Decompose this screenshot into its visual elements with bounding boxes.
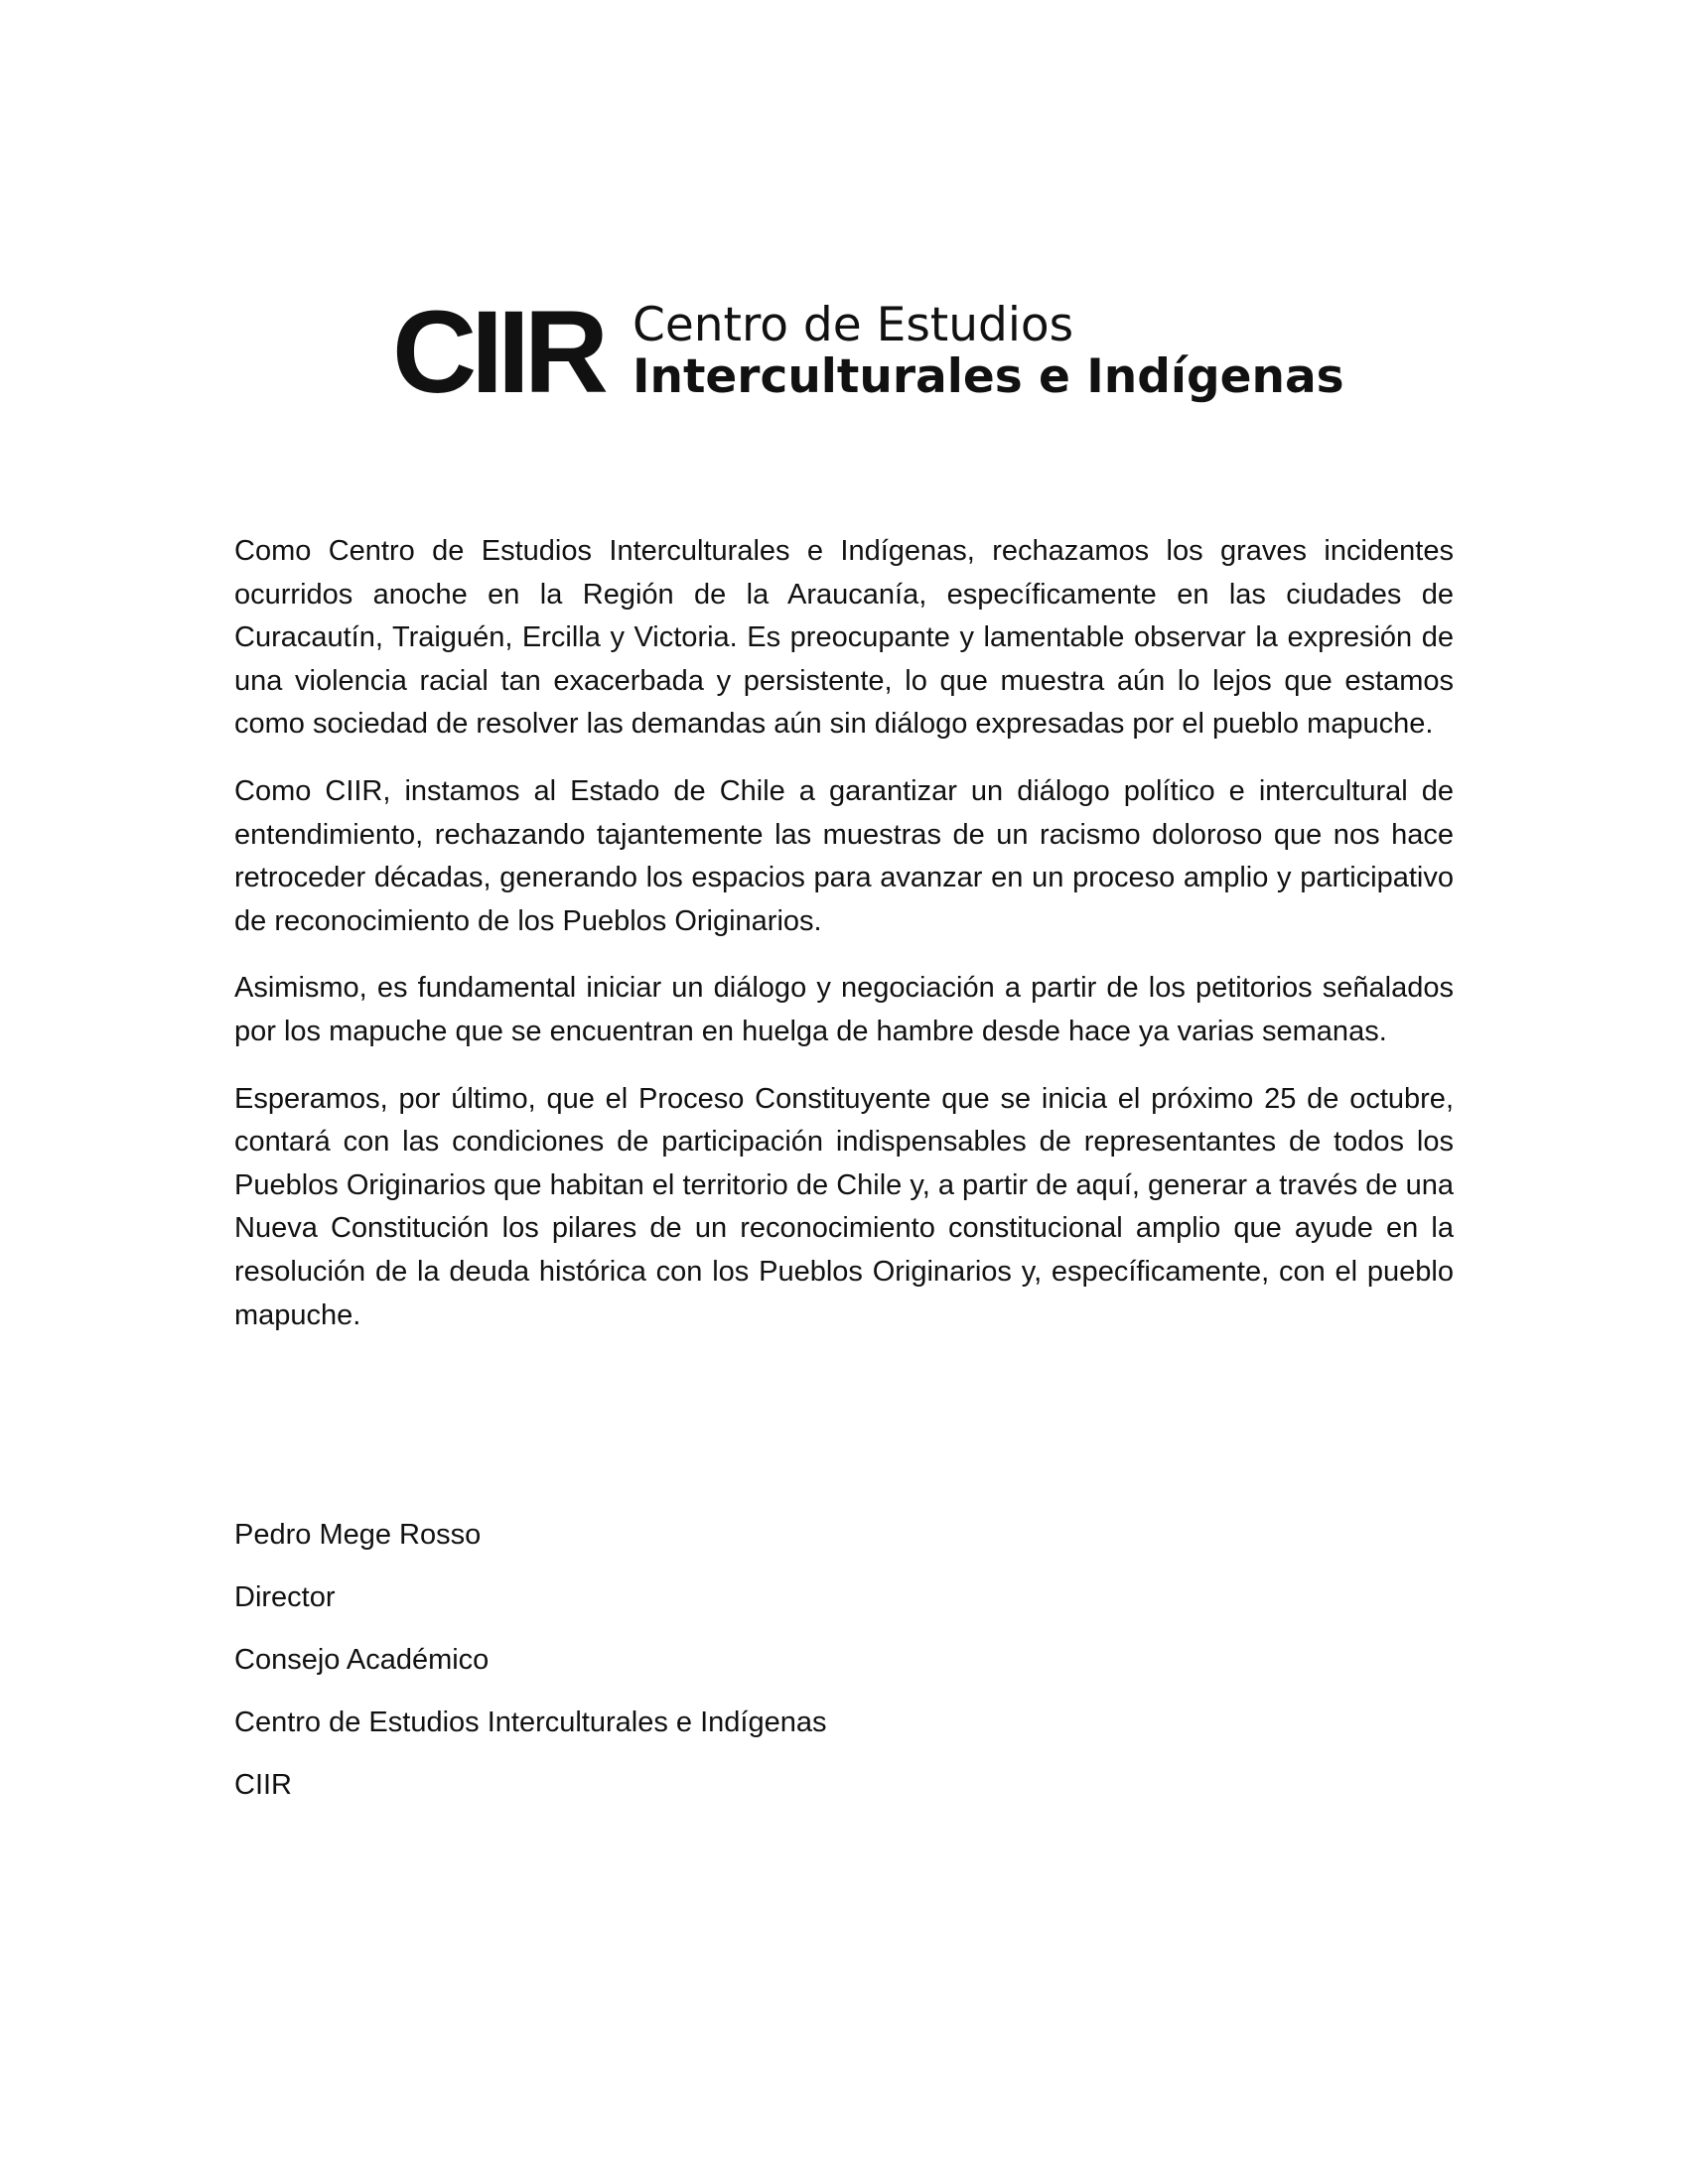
ciir-logo bbox=[392, 288, 1344, 417]
paragraph-1: Como Centro de Estudios Interculturales e Indígenas, rechazamos los graves incidentes ocurridos anoche en la Región de la Araucanía, específicamente en las ciudades de Curacautín, Traiguén, Ercilla y Victoria. Es preocupante y lamentable observar la expresión de una violencia racial tan exacerbada y persistente, lo que muestra aún lo lejos que estamos como sociedad de resolver las demandas aún sin diálogo expresadas por el pueblo mapuche. bbox=[234, 535, 1454, 741]
signatory-title: Director bbox=[234, 1581, 336, 1613]
signature-block bbox=[234, 1514, 826, 1827]
paragraph-4: Esperamos, por último, que el Proceso Constituyente que se inicia el próximo 25 de octubre, contará con las condiciones de participación indispensables de representantes de todos los Pueblos Originarios que habitan el territorio de Chile y, a partir de aquí, generar a través de una Nueva Constitución los pilares de un reconocimiento constitucional amplio que ayude en la resolución de la deuda histórica con los Pueblos Originarios y, específicamente, con el pueblo mapuche. bbox=[234, 1082, 1454, 1331]
signatory-council: Consejo Académico bbox=[234, 1644, 490, 1676]
logo-mark: CIIR bbox=[392, 287, 603, 418]
signatory-name: Pedro Mege Rosso bbox=[234, 1519, 482, 1551]
paragraph-3: Asimismo, es fundamental iniciar un diálogo y negociación a partir de los petitorios señalados por los mapuche que se encuentran en huelga de hambre desde hace ya varias semanas. bbox=[234, 972, 1454, 1047]
signatory-acronym: CIIR bbox=[234, 1769, 292, 1801]
paragraph-2: Como CIIR, instamos al Estado de Chile a garantizar un diálogo político e intercultural de entendimiento, rechazando tajantemente las muestras de un racismo doloroso que nos hace retroceder décadas, generando los espacios para avanzar en un proceso amplio y participativo de reconocimiento de los Pueblos Originarios. bbox=[234, 774, 1454, 937]
signatory-organization: Centro de Estudios Interculturales e Indígenas bbox=[234, 1706, 827, 1738]
logo-line-2: Interculturales e Indígenas bbox=[633, 348, 1344, 404]
logo-text bbox=[633, 298, 1344, 404]
statement-body bbox=[234, 530, 1454, 1361]
logo-line-1: Centro de Estudios bbox=[633, 298, 1074, 353]
